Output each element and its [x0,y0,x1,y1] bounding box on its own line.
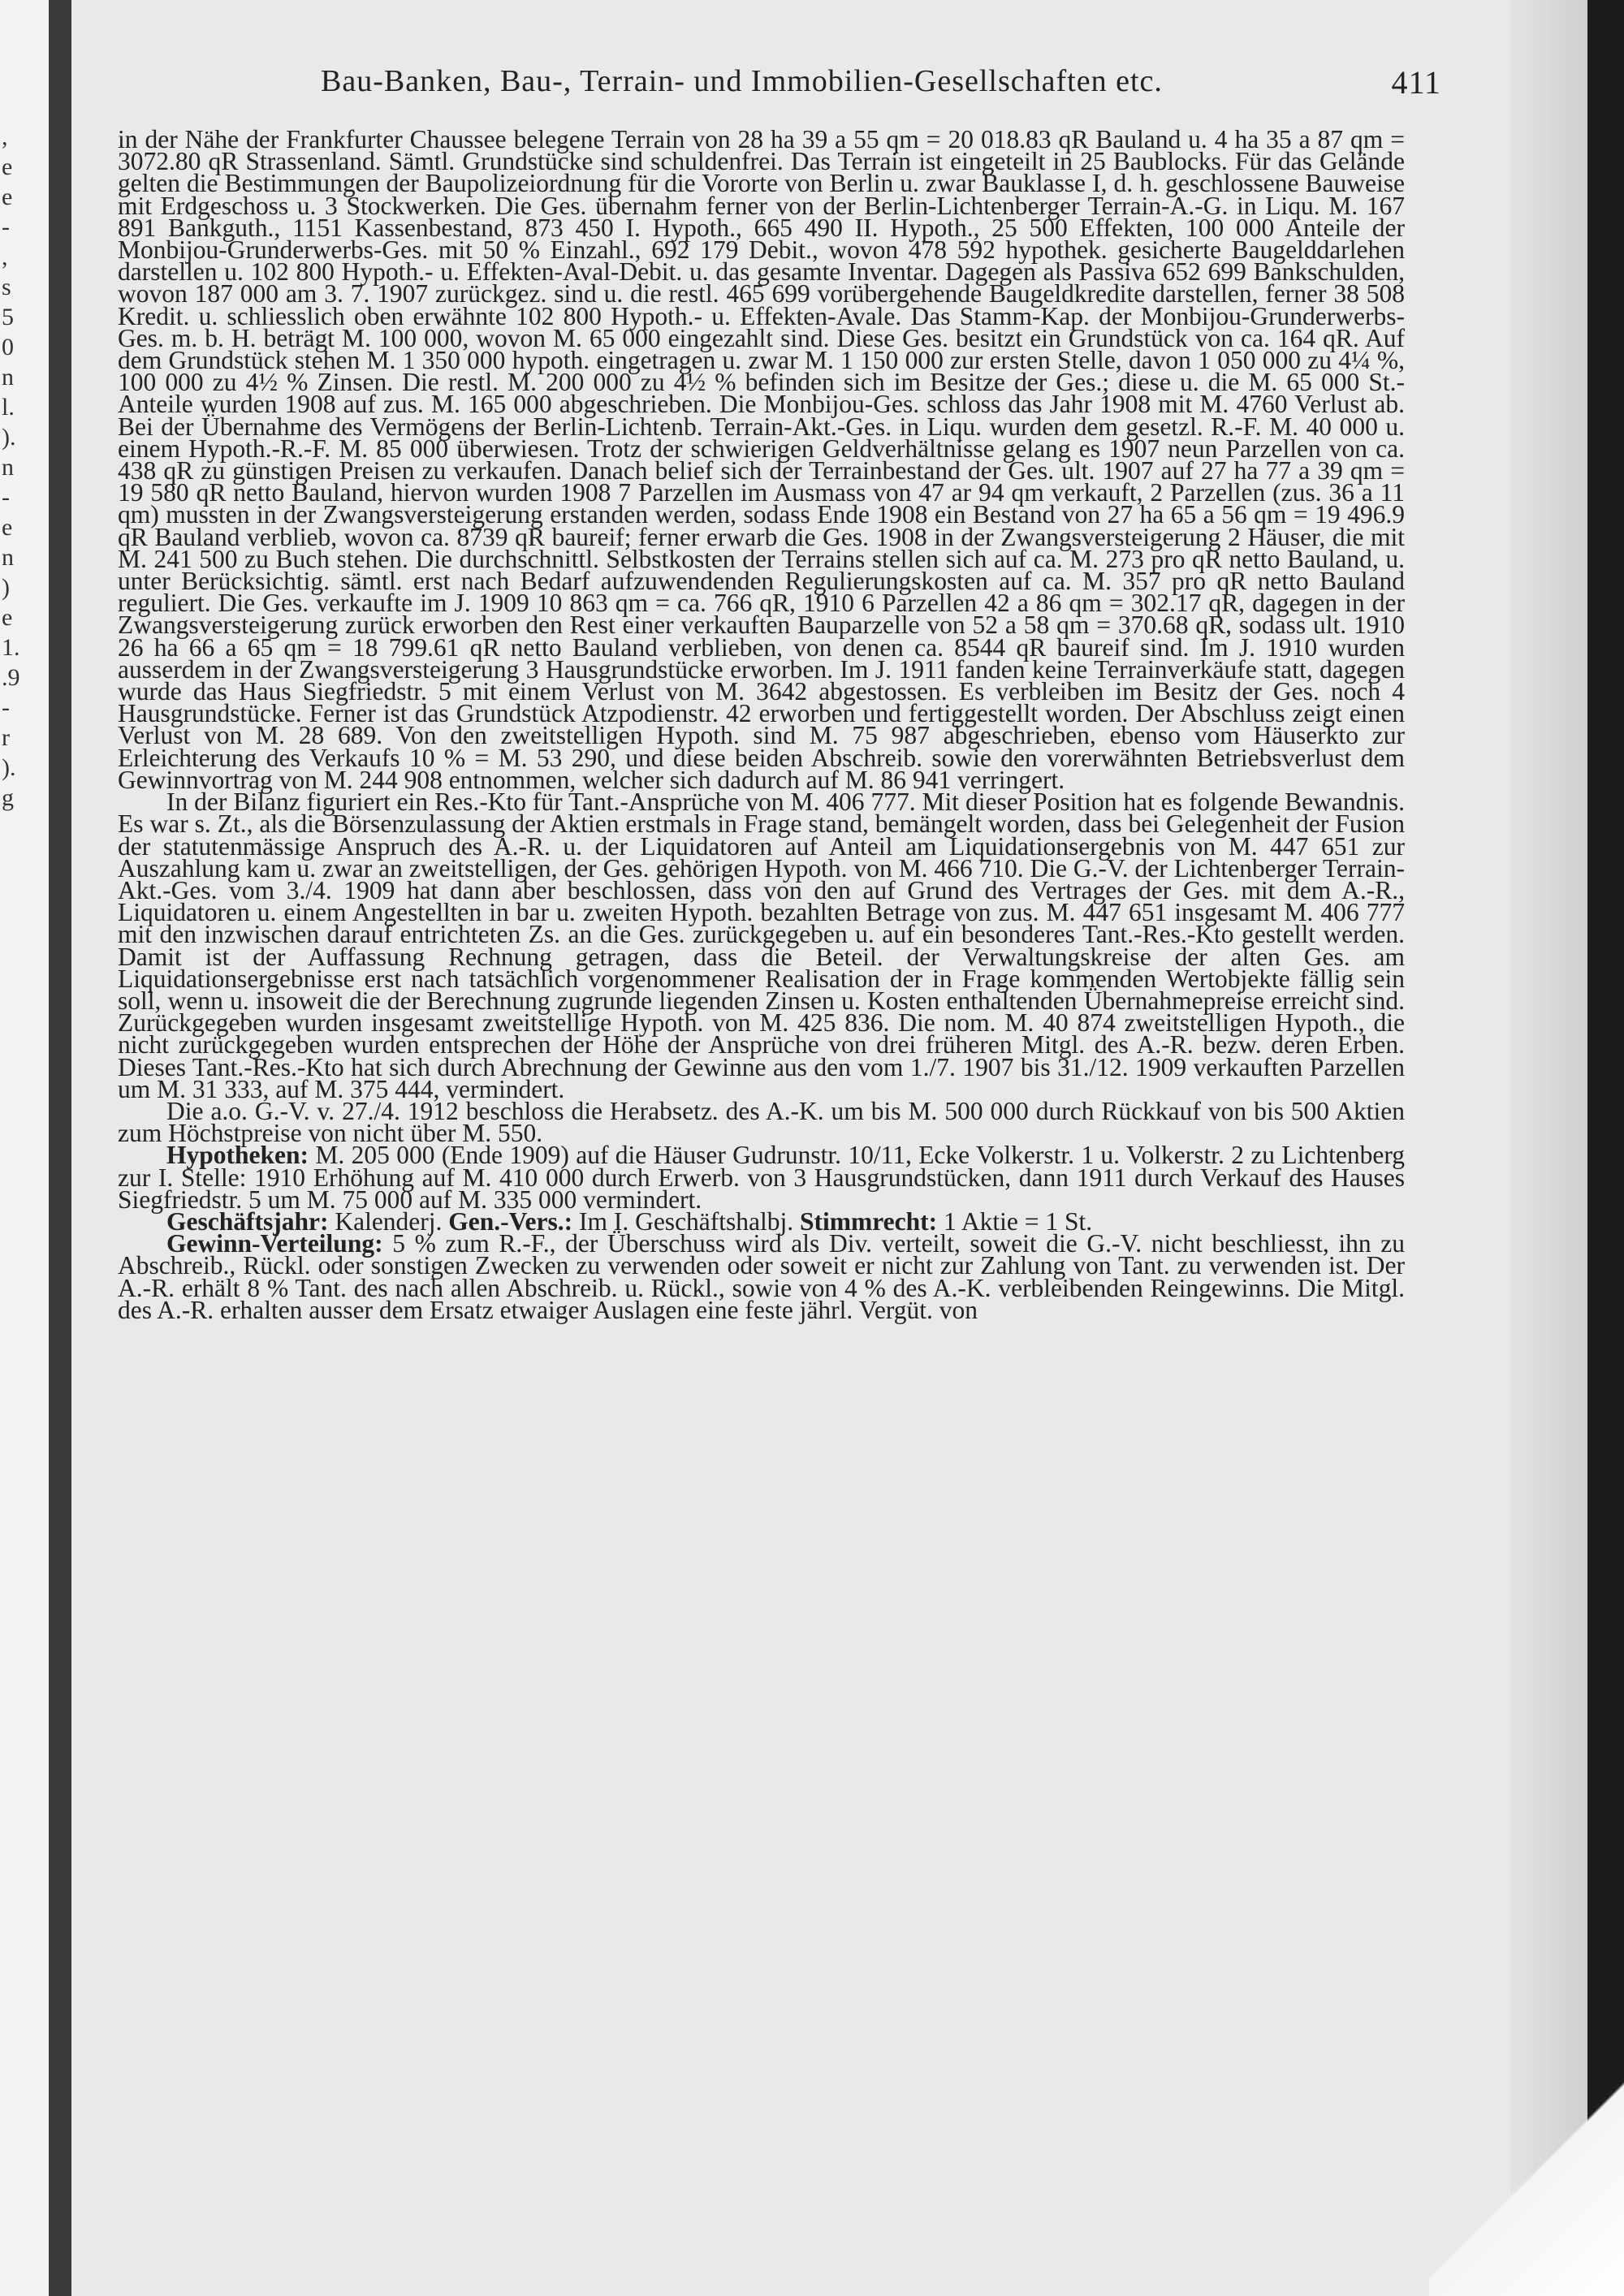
geschaeftsjahr-text: Kalenderj. [335,1206,443,1236]
margin-fragment: n [2,454,14,481]
right-page-edge [1510,0,1587,2296]
stimmrecht-label: Stimmrecht: [800,1206,938,1236]
margin-fragment: r [2,724,10,751]
stimmrecht-text: 1 Aktie = 1 St. [944,1206,1093,1236]
paragraph-gv: Die a.o. G.-V. v. 27./4. 1912 beschloss die Herabsetz. des A.-K. um bis M. 500 000 durch Rückkauf von bis 500 Aktien zum Höchstpreise von nicht über M. 550. [118,1096,1405,1148]
margin-fragment: e [2,514,13,541]
gen-vers-label: Gen.-Vers.: [448,1206,573,1236]
margin-fragment: , [2,123,8,150]
margin-fragment: ). [2,754,16,781]
margin-fragments [2,122,42,813]
page-header [321,63,1441,104]
margin-fragment: 0 [2,334,14,360]
left-margin-strip [0,0,49,2296]
folded-corner [1429,2078,1624,2296]
hypotheken-text: M. 205 000 (Ende 1909) auf die Häuser Gudrunstr. 10/11, Ecke Volkerstr. 1 u. Volkerstr. 2 zu Lichtenberg zur I. Stelle: 1910 Erhöhung auf M. 410 000 durch Erwerb. von 3 Hausgrundstücken, dann 1911 durch Verkauf des Hauses Siegfriedstr. 5 um M. 75 000 auf M. 335 000 vermindert. [118,1141,1406,1214]
gen-vers-text: Im I. Geschäftshalbj. [578,1206,794,1236]
margin-fragment: g [2,784,14,811]
margin-fragment: - [2,214,10,240]
paragraph-hypotheken [118,1141,1406,1214]
margin-fragment: .9 [2,664,20,691]
margin-fragment: s [2,274,11,300]
margin-fragment: ) [2,574,10,601]
gewinn-label: Gewinn-Verteilung: [166,1229,383,1258]
margin-fragment: - [2,694,10,721]
paragraph-bilanz: In der Bilanz figuriert ein Res.-Kto für Tant.-Ansprüche von M. 406 777. Mit dieser Position hat es folgende Bewandnis. Es war s. Zt., als die Börsenzulassung der Aktien erstmals in Frage stand, bemängelt worden, dass bei Gelegenheit der Fusion der statutenmässige Anspruch des A.-R. u. der Liquidatoren auf Anteil am Liquidationsergebnis von M. 447 651 zur Auszahlung kam u. zwar an zweitstelligen, der Ges. gehörigen Hypoth. von M. 466 710. Die G.-V. der Lichtenberger Terrain-Akt.-Ges. vom 3./4. 1909 hat dann aber beschlossen, dass von den auf Grund des Vertrages der Ges. mit dem A.-R., Liquidatoren u. einem Angestellten in bar u. zweiten Hypoth. bezahlten Betrage von zus. M. 447 651 insgesamt M. 406 777 mit den inzwischen darauf entrichteten Zs. an die Ges. zurückgegeben u. auf ein besonderes Tant.-Res.-Kto gestellt werden. Damit ist der Auffassung Rechnung getragen, dass die Beteil. der Verwaltungskreise der alten Ges. am Liquidationsergebnisse erst nach tatsächlich vorgenommener Realisation der in Frage kommenden Wertobjekte fällig sein soll, wenn u. insoweit die der Berechnung zugrunde liegenden Zinsen u. Kosten enthaltenden Übernahmepreise erreicht sind. Zurückgegeben wurden insgesamt zweitstellige Hypoth. von M. 425 836. Die nom. M. 40 874 zweitstelligen Hypoth., die nicht zurückgegeben wurden entsprechen der Höhe der Ansprüche von drei früheren Mitgl. des A.-R. bezw. deren Erben. Dieses Tant.-Res.-Kto hat sich durch Abrechnung der Gewinne aus den vom 1./7. 1907 bis 31./12. 1909 verkauften Parzellen um M. 31 333, auf M. 375 444, vermindert. [118,788,1405,1103]
running-title: Bau-Banken, Bau-, Terrain- und Immobilien-Gesellschaften etc. [321,64,1163,98]
right-scan-border [1587,0,1624,2296]
margin-fragment: , [2,244,8,270]
hypotheken-label: Hypotheken: [166,1141,309,1170]
margin-fragment: - [2,484,10,511]
margin-fragment: e [2,604,13,631]
margin-fragment: n [2,364,14,391]
margin-fragment: 1. [2,634,20,661]
paragraph-terrain: in der Nähe der Frankfurter Chaussee belegene Terrain von 28 ha 39 a 55 qm = 20 018.83 qR Bauland u. 4 ha 35 a 87 qm = 3072.80 qR Strassenland. Sämtl. Grundstücke sind schuldenfrei. Das Terrain ist eingeteilt in 25 Baublocks. Für das Gelände gelten die Bestimmungen der Baupolizeiordnung für die Vororte von Berlin u. zwar Bauklasse I, d. h. geschlossene Bauweise mit Erdgeschoss u. 3 Stockwerken. Die Ges. übernahm ferner von der Berlin-Lichtenberger Terrain-A.-G. in Liqu. M. 167 891 Bankguth., 1151 Kassenbestand, 873 450 I. Hypoth., 665 490 II. Hypoth., 25 500 Effekten, 100 000 Anteile der Monbijou-Grunderwerbs-Ges. mit 50 % Einzahl., 692 179 Debit., wovon 478 592 hypothek. gesicherte Baugelddarlehen darstellen u. 102 800 Hypoth.- u. Effekten-Aval-Debit. u. das gesamte Inventar. Dagegen als Passiva 652 699 Bankschulden, wovon 187 000 am 3. 7. 1907 zurückgez. sind u. die restl. 465 699 vorübergehende Baugeldkredite darstellen, ferner 38 508 Kredit. u. schliesslich oben erwähnte 102 800 Hypoth.- u. Effekten-Avale. Das Stamm-Kap. der Monbijou-Grunderwerbs-Ges. m. b. H. beträgt M. 100 000, wovon M. 65 000 eingezahlt sind. Diese Ges. besitzt ein Grundstück von ca. 164 qR. Auf dem Grundstück stehen M. 1 350 000 hypoth. eingetragen u. zwar M. 1 150 000 zur ersten Stelle, davon 1 050 000 zu 4¼ %, 100 000 zu 4½ % Zinsen. Die restl. M. 200 000 zu 4½ % befinden sich im Besitze der Ges.; diese u. die M. 65 000 St.-Anteile wurden 1908 auf zus. M. 165 000 abgeschrieben. Die Monbijou-Ges. schloss das Jahr 1908 mit M. 4760 Verlust ab. Bei der Übernahme des Vermögens der Berlin-Lichtenb. Terrain-Akt.-Ges. in Liqu. wurden dem gesetzl. R.-F. M. 40 000 u. einem Hypoth.-R.-F. M. 85 000 überwiesen. Trotz der schwierigen Geldverhältnisse gelang es 1907 neun Parzellen von ca. 438 qR zu günstigen Preisen zu verkaufen. Danach belief sich der Terrainbestand der Ges. ult. 1907 auf 27 ha 77 a 39 qm = 19 580 qR netto Bauland, hiervon wurden 1908 7 Parzellen im Ausmass von 47 ar 94 qm verkauft, 2 Parzellen (zus. 36 a 11 qm) mussten in der Zwangsversteigerung erstanden werden, sodass Ende 1908 ein Bestand von 27 ha 65 a 56 qm = 19 496.9 qR Bauland verblieb, wovon ca. 8739 qR baureif; ferner erwarb die Ges. 1908 in der Zwangsversteigerung 2 Häuser, die mit M. 241 500 zu Buch stehen. Die durchschnittl. Selbstkosten der Terrains stellen sich auf ca. M. 273 pro qR netto Bauland, u. unter Berücksichtig. sämtl. erst nach Bedarf aufzuwendenden Regulierungskosten auf ca. M. 357 pro qR netto Bauland reguliert. Die Ges. verkaufte im J. 1909 10 863 qm = ca. 766 qR, 1910 6 Parzellen 42 a 86 qm = 302.17 qR, dagegen in der Zwangsversteigerung zurück erworben den Rest einer verkauften Bauparzelle von 52 a 58 qm = 370.68 qR, sodass ult. 1910 26 ha 66 a 65 qm = 18 799.61 qR netto Bauland verblieben, von denen ca. 8544 qR baureif sind. Im J. 1910 wurden ausserdem in der Zwangsversteigerung 3 Hausgrundstücke erworben. Im J. 1911 fanden keine Terrainverkäufe statt, dagegen wurde das Haus Siegfriedstr. 5 mit einem Verlust von M. 3642 abgestossen. Es verbleiben im Besitz der Ges. noch 4 Hausgrundstücke. Ferner ist das Grundstück Atzpodienstr. 42 erworben und fertiggestellt worden. Der Abschluss zeigt einen Verlust von M. 28 689. Von den zweitstelligen Hypoth. sind M. 75 987 abgeschrieben, ebenso vom Häuserkto zur Erleichterung des Verkaufs 10 % = M. 53 290, und diese beiden Abschreib. sowie den vorerwähnten Betriebsverlust dem Gewinnvortrag von M. 244 908 entnommen, welcher sich dadurch auf M. 86 941 verringert. [118,125,1405,794]
margin-fragment: n [2,544,14,571]
gewinn-text: 5 % zum R.-F., der Überschuss wird als Div. verteilt, soweit die G.-V. nicht beschliesst, ihn zu Abschreib., Rückl. oder sonstigen Zwecken zu verwenden oder soweit er nicht zur Zahlung von Tant. zu verwenden ist. Der A.-R. erhält 8 % Tant. des nach allen Abschreib. u. Rückl., sowie von 4 % des A.-K. verbleibenden Reingewinns. Die Mitgl. des A.-R. erhalten ausser dem Ersatz etwaiger Auslagen eine feste jährl. Vergüt. von [118,1229,1406,1324]
margin-fragment: ). [2,424,16,451]
paragraph-gewinn [118,1229,1406,1324]
margin-fragment: e [2,153,13,180]
binding-shadow [49,0,71,2296]
margin-fragment: 5 [2,304,14,330]
body-text [118,125,1406,1324]
geschaeftsjahr-label: Geschäftsjahr: [166,1206,329,1236]
page-number: 411 [1391,64,1441,101]
margin-fragment: e [2,183,13,210]
margin-fragment: l. [2,394,15,421]
